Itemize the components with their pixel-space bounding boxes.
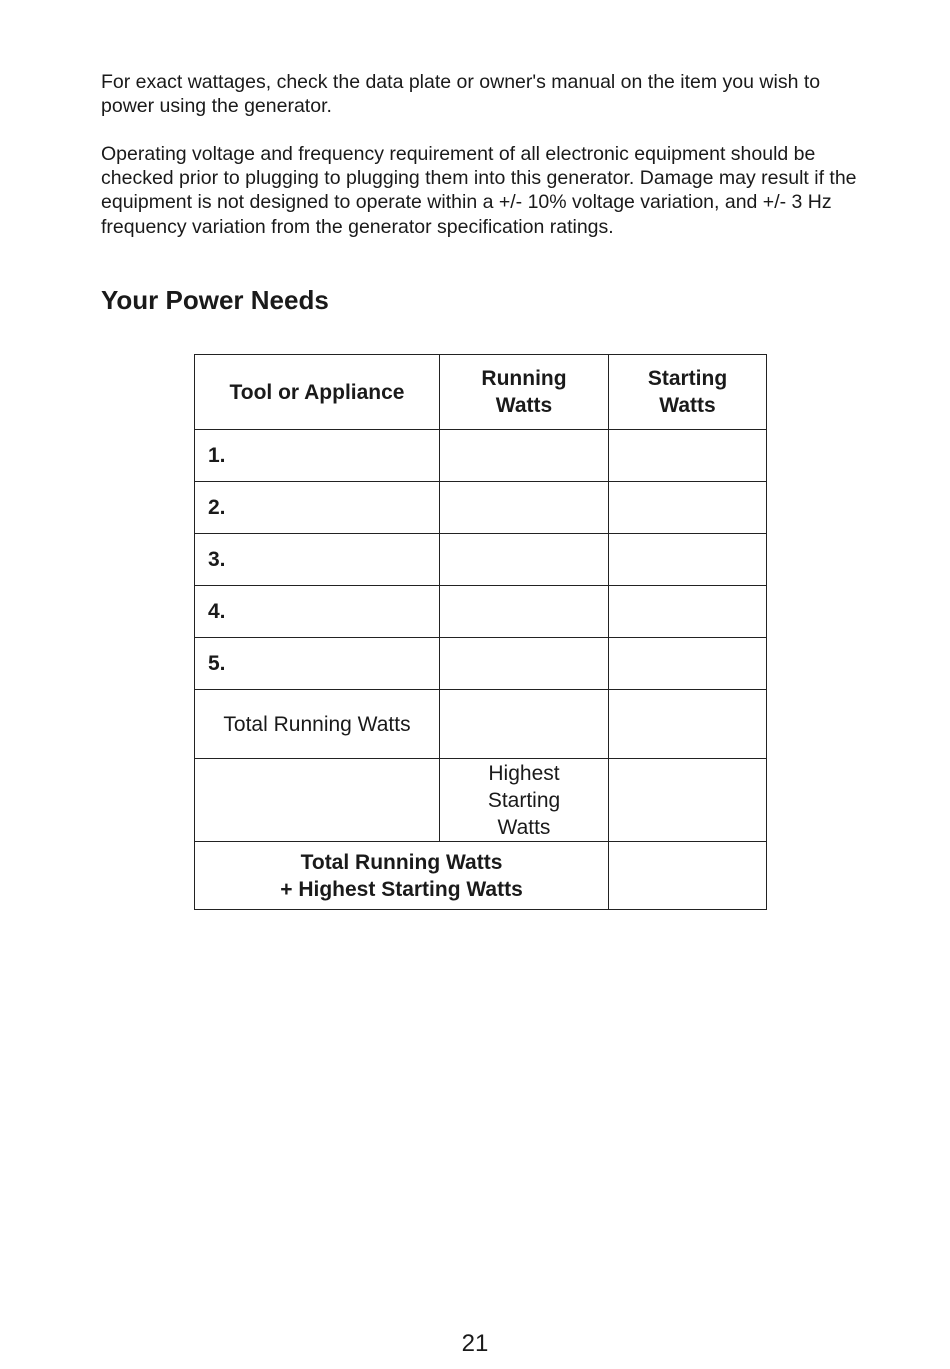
running-watts-cell [440,534,609,586]
grand-total-label: Total Running Watts + Highest Starting Watts [195,842,609,910]
grand-total-row [195,842,767,910]
intro-paragraph-voltage: Operating voltage and frequency requirement of all electronic equipment should be checked prior to plugging to plugging them into this generator. Damage may result if the equipment is not designed to operate within a +/- 10% voltage variation, and +/- 3 Hz frequency variation from the generator specification ratings. [101,143,857,238]
power-needs-table [194,354,767,910]
total-running-starting-cell [609,690,767,759]
header-tool-or-appliance: Tool or Appliance [195,355,440,430]
starting-watts-cell [609,534,767,586]
table-row [195,638,767,690]
highest-starting-row [195,759,767,842]
header-running-watts: Running Watts [440,355,609,430]
row-label: 4. [195,586,440,638]
row-label: 2. [195,482,440,534]
section-heading: Your Power Needs [101,285,329,315]
starting-watts-cell [609,638,767,690]
page-number: 21 [461,1330,489,1357]
total-running-watts-label: Total Running Watts [195,690,440,759]
highest-starting-blank-cell [195,759,440,842]
running-watts-cell [440,430,609,482]
table-row [195,482,767,534]
total-running-row [195,690,767,759]
row-label: 3. [195,534,440,586]
table-row [195,586,767,638]
row-label: 1. [195,430,440,482]
grand-total-cell [609,842,767,910]
table-row [195,430,767,482]
intro-paragraph-wattages: For exact wattages, check the data plate or owner's manual on the item you wish to power using the generator. [101,71,821,118]
header-starting-watts: Starting Watts [609,355,767,430]
starting-watts-cell [609,482,767,534]
total-running-watts-cell [440,690,609,759]
starting-watts-cell [609,586,767,638]
highest-starting-watts-cell [609,759,767,842]
highest-starting-watts-label: Highest Starting Watts [440,759,609,842]
table-header-row [195,355,767,430]
running-watts-cell [440,482,609,534]
table-row [195,534,767,586]
row-label: 5. [195,638,440,690]
running-watts-cell [440,638,609,690]
starting-watts-cell [609,430,767,482]
running-watts-cell [440,586,609,638]
